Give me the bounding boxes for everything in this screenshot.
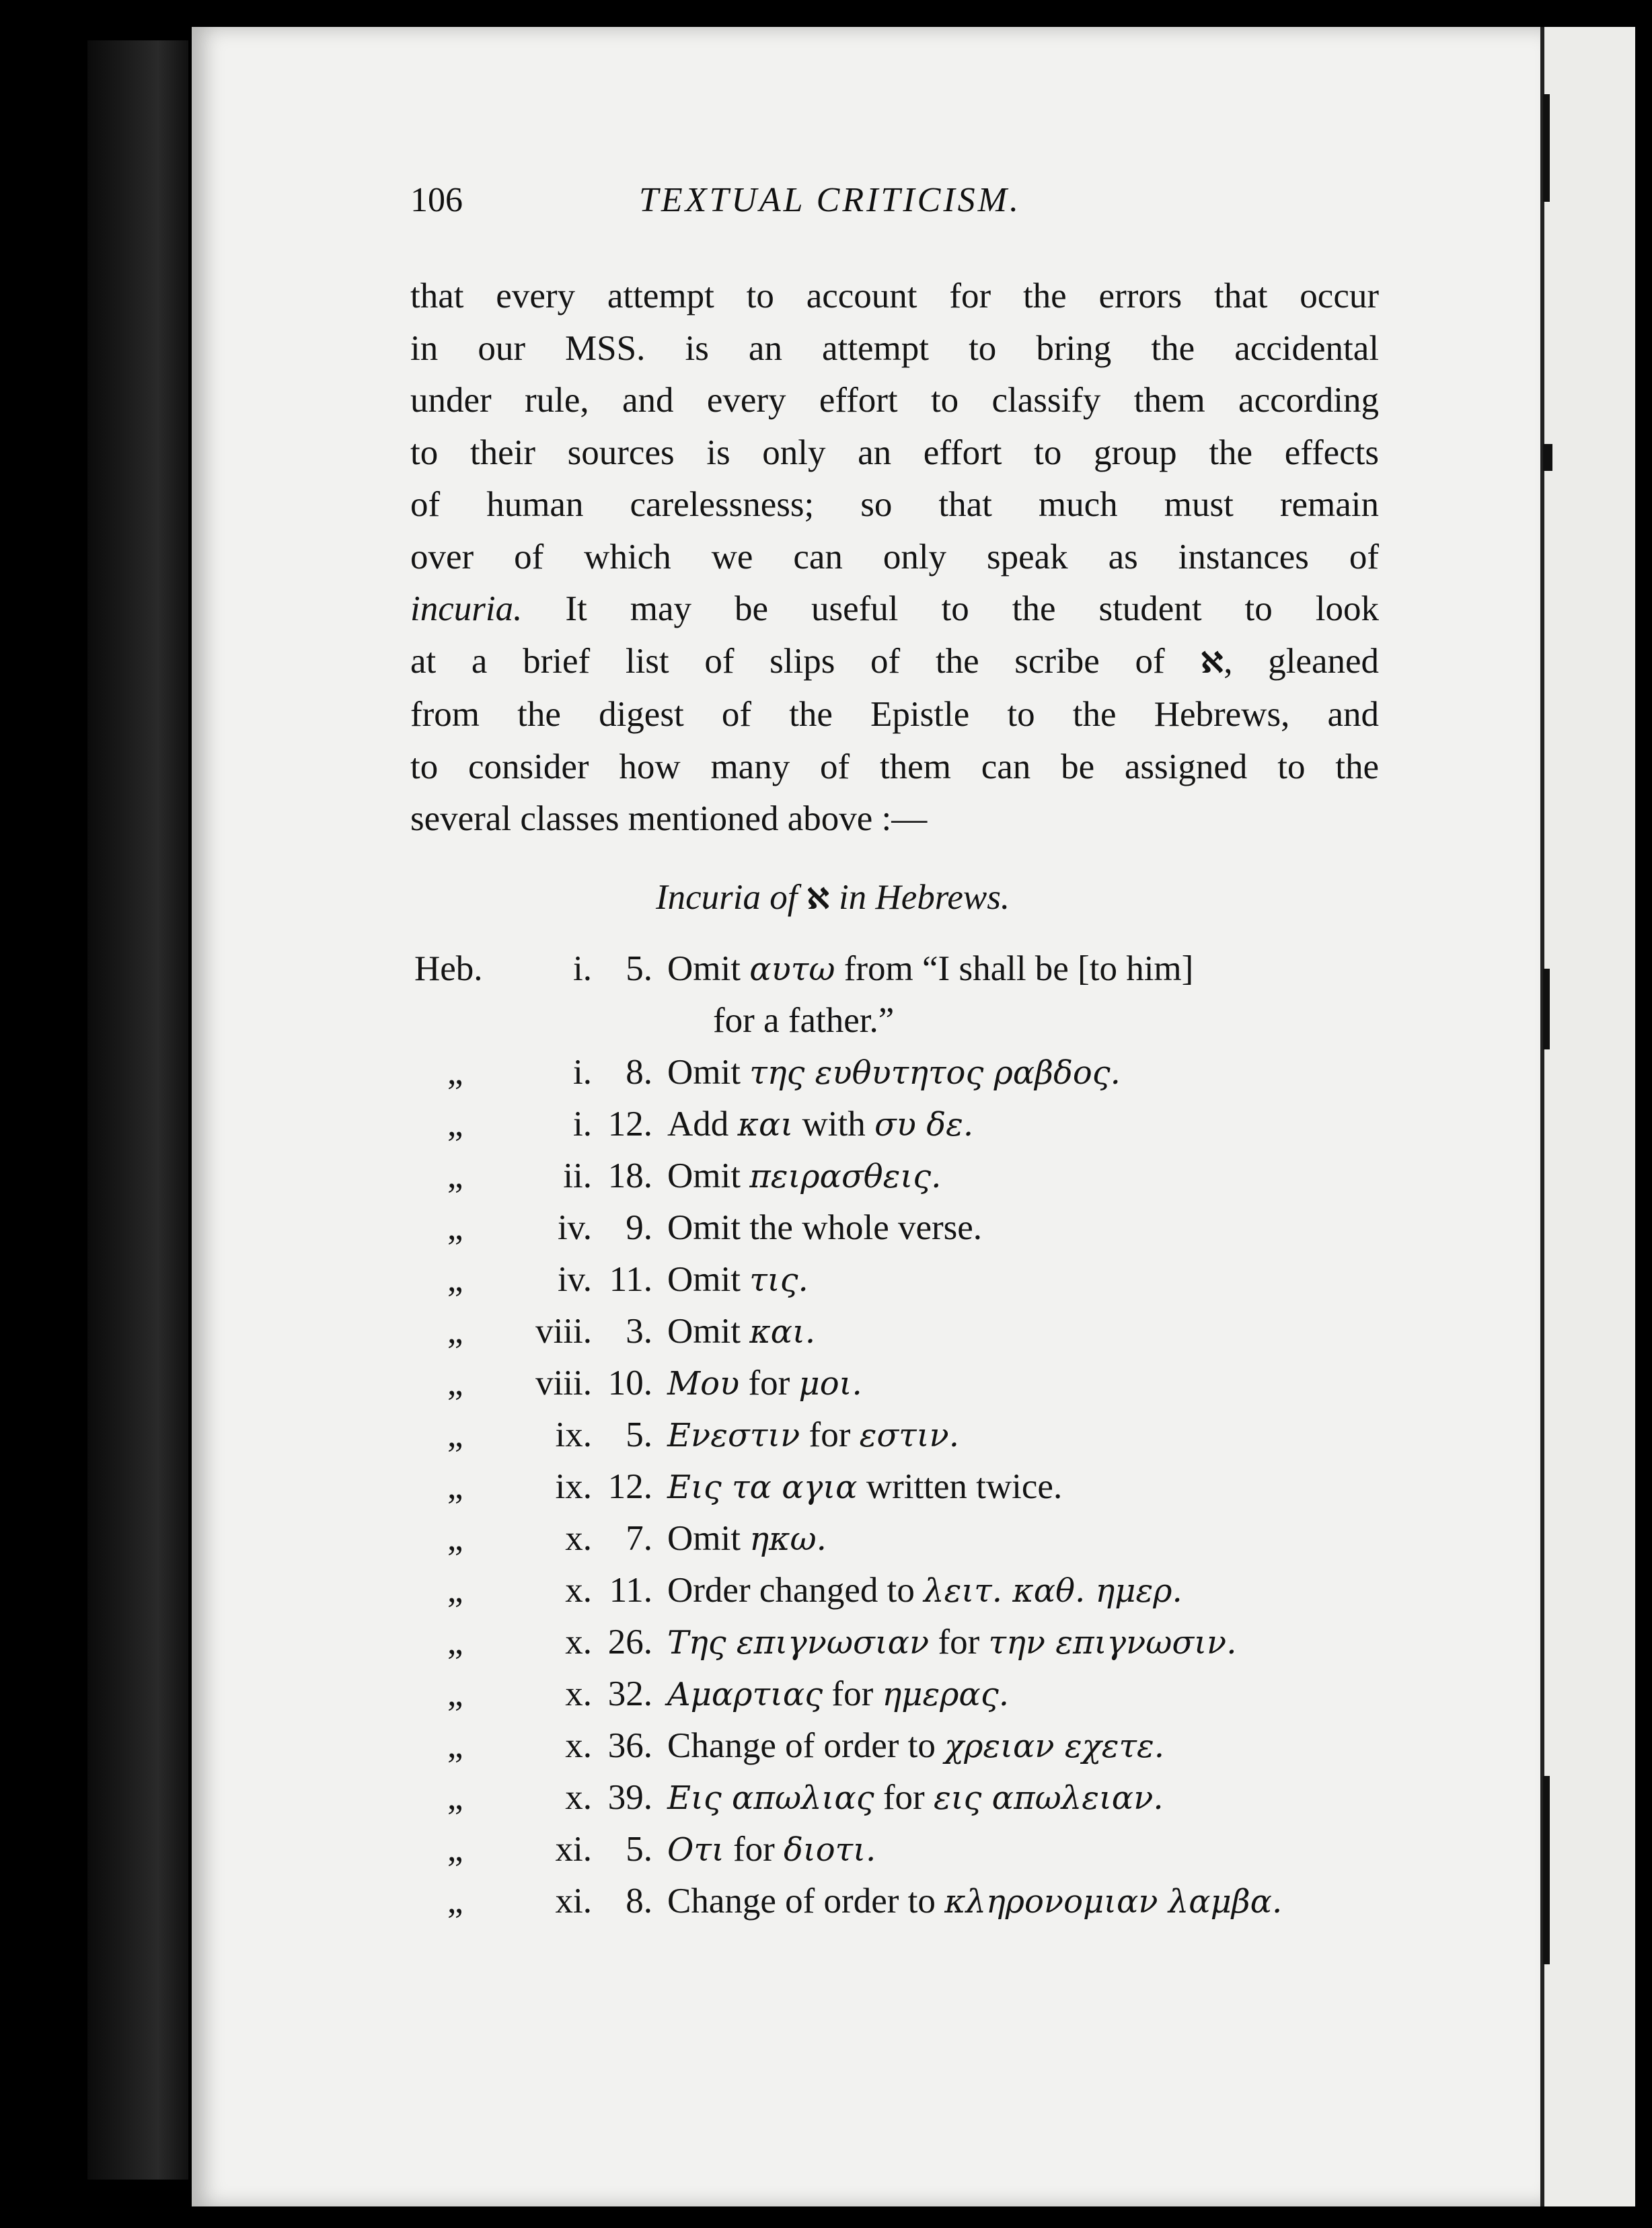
note-text: for <box>739 1364 799 1403</box>
greek-text: Ενεστιν <box>667 1417 800 1454</box>
greek-text: μοι. <box>798 1365 862 1403</box>
verse-number: 9. <box>626 1208 652 1247</box>
list-item <box>410 1415 1392 1466</box>
greek-text: Εις τα αγια <box>667 1469 858 1506</box>
chapter-number: iv. <box>557 1208 592 1247</box>
greek-text: εις απωλειαν. <box>933 1779 1164 1817</box>
ditto-mark: „ <box>447 1726 463 1765</box>
note-text: for a father.” <box>713 1001 895 1040</box>
note-text: Change of order to <box>667 1882 945 1921</box>
heading-text: in Hebrews. <box>829 878 1010 917</box>
note-text: Add <box>667 1105 738 1144</box>
list-item <box>410 949 1392 1000</box>
verse-number: 7. <box>626 1519 652 1558</box>
verse-number: 8. <box>626 1882 652 1921</box>
heading-text: Incuria of <box>656 878 806 917</box>
body-line: over of which we can only speak as instances of <box>410 537 1379 577</box>
body-line-rest: , gleaned <box>1224 641 1380 681</box>
next-page-edge <box>1540 27 1635 2206</box>
greek-text: και <box>737 1106 794 1144</box>
list-item <box>410 1104 1392 1156</box>
list-item <box>410 1622 1392 1674</box>
greek-text: τις. <box>749 1261 809 1299</box>
ditto-mark: „ <box>447 1778 463 1817</box>
verse-number: 12. <box>607 1105 652 1144</box>
entry-note <box>667 1052 1121 1092</box>
verse-number: 3. <box>626 1312 652 1351</box>
list-item <box>410 1777 1392 1829</box>
greek-text: την επιγνωσιν. <box>988 1624 1237 1662</box>
ditto-mark: „ <box>447 1208 463 1247</box>
running-title: TEXTUAL CRITICISM. <box>639 181 1021 219</box>
verse-number: 39. <box>607 1778 652 1817</box>
verse-number: 26. <box>607 1623 652 1662</box>
ditto-mark: „ <box>447 1364 463 1403</box>
chapter-number: i. <box>573 1105 592 1144</box>
greek-text: αυτω <box>749 951 835 988</box>
body-line <box>410 636 1379 690</box>
note-text: Omit <box>667 949 750 988</box>
verse-number: 12. <box>607 1467 652 1506</box>
ditto-mark: „ <box>447 1571 463 1610</box>
greek-text: κληρονομιαν λαμβα. <box>944 1883 1283 1921</box>
greek-text: Οτι <box>667 1831 724 1869</box>
entry-note <box>667 1363 862 1403</box>
entry-note <box>667 1725 1164 1766</box>
entry-note <box>667 1104 973 1144</box>
page-number: 106 <box>410 181 463 219</box>
entry-note <box>667 1518 827 1559</box>
body-line: to consider how many of them can be assigned to the <box>410 747 1379 786</box>
aleph-symbol: ℵ <box>1200 645 1224 680</box>
greek-text: Μου <box>667 1365 740 1403</box>
chapter-number: viii. <box>535 1364 592 1403</box>
ditto-mark: „ <box>447 1312 463 1351</box>
ditto-mark: „ <box>447 1467 463 1506</box>
ditto-mark: „ <box>447 1260 463 1299</box>
greek-text: διοτι. <box>784 1831 876 1869</box>
chapter-number: x. <box>565 1726 592 1765</box>
list-item <box>410 1259 1392 1311</box>
entry-note <box>667 1208 982 1248</box>
ditto-mark: „ <box>447 1623 463 1662</box>
entry-note <box>667 1466 1062 1507</box>
list-item <box>410 1881 1392 1933</box>
note-text: for <box>929 1623 989 1662</box>
greek-text: χρειαν εχετε. <box>944 1728 1165 1765</box>
chapter-number: iv. <box>557 1260 592 1299</box>
body-line: that every attempt to account for the errors that occur <box>410 276 1379 315</box>
chapter-number: x. <box>565 1623 592 1662</box>
note-text: written twice. <box>857 1467 1063 1506</box>
chapter-number: i. <box>573 949 592 988</box>
note-text: Order changed to <box>667 1571 924 1610</box>
body-line: under rule, and every effort to classify them according <box>410 381 1379 420</box>
list-item <box>410 1518 1392 1570</box>
list-item <box>410 1052 1392 1104</box>
note-text: for <box>823 1674 883 1713</box>
entry-note <box>667 1829 876 1869</box>
book-abbrev: Heb. <box>414 949 483 988</box>
verse-number: 5. <box>626 1830 652 1869</box>
ditto-mark: „ <box>447 1519 463 1558</box>
entry-note <box>667 1156 941 1196</box>
note-text: from “I shall be [to him] <box>835 949 1194 988</box>
verse-number: 10. <box>607 1364 652 1403</box>
verse-number: 11. <box>609 1571 652 1610</box>
note-text: Omit <box>667 1156 750 1195</box>
entry-note <box>667 1881 1282 1921</box>
chapter-number: ix. <box>555 1467 592 1506</box>
greek-text: Εις απωλιας <box>667 1779 874 1817</box>
verse-number: 36. <box>607 1726 652 1765</box>
verse-number: 5. <box>626 1415 652 1454</box>
list-item <box>410 1208 1392 1259</box>
verse-number: 32. <box>607 1674 652 1713</box>
chapter-number: x. <box>565 1571 592 1610</box>
list-item <box>410 1829 1392 1881</box>
verse-number: 18. <box>607 1156 652 1195</box>
chapter-number: x. <box>565 1519 592 1558</box>
note-text: Omit <box>667 1312 750 1351</box>
chapter-number: x. <box>565 1778 592 1817</box>
chapter-number: xi. <box>555 1830 592 1869</box>
note-text: for <box>874 1778 934 1817</box>
list-item <box>410 1570 1392 1622</box>
greek-text: εστιν. <box>859 1417 959 1454</box>
entry-note <box>667 1622 1236 1662</box>
note-text: with <box>793 1105 874 1144</box>
aleph-symbol: ℵ <box>806 882 830 916</box>
entry-note <box>667 1415 959 1455</box>
note-text: Change of order to <box>667 1726 945 1765</box>
ditto-mark: „ <box>447 1674 463 1713</box>
greek-text: λειτ. καθ. ημερ. <box>924 1572 1182 1610</box>
greek-text: Της επιγνωσιαν <box>667 1624 930 1662</box>
section-heading <box>656 877 1010 918</box>
verse-number: 11. <box>609 1260 652 1299</box>
ditto-mark: „ <box>447 1882 463 1921</box>
incuria-word: incuria. <box>410 589 523 628</box>
note-text: Omit the whole verse. <box>667 1208 983 1247</box>
entry-note <box>667 1311 815 1351</box>
chapter-number: i. <box>573 1053 592 1092</box>
body-line: to their sources is only an effort to group the effects <box>410 433 1379 472</box>
incuria-list <box>410 949 1392 1933</box>
chapter-number: viii. <box>535 1312 592 1351</box>
verse-number: 5. <box>626 949 652 988</box>
entry-note <box>667 1259 809 1300</box>
book-spine <box>87 40 188 2180</box>
entry-note <box>713 1000 894 1041</box>
entry-note <box>667 1674 1009 1714</box>
chapter-number: xi. <box>555 1882 592 1921</box>
greek-text: και. <box>749 1313 816 1351</box>
note-text: Omit <box>667 1260 750 1299</box>
ditto-mark: „ <box>447 1830 463 1869</box>
greek-text: της ευθυτητος ραβδος. <box>749 1054 1121 1092</box>
body-line: several classes mentioned above :— <box>410 799 928 838</box>
greek-text: ηκω. <box>749 1520 827 1558</box>
body-line-text: at a brief list of slips of the scribe of <box>410 641 1165 681</box>
note-text: Omit <box>667 1053 750 1092</box>
list-item <box>410 1311 1392 1363</box>
body-paragraph <box>410 270 1379 846</box>
entry-note <box>667 949 1193 989</box>
list-item <box>410 1156 1392 1208</box>
note-text: for <box>800 1415 860 1454</box>
list-item <box>410 1000 1392 1052</box>
verse-number: 8. <box>626 1053 652 1092</box>
chapter-number: x. <box>565 1674 592 1713</box>
greek-text: πειρασθεις. <box>749 1158 942 1195</box>
chapter-number: ix. <box>555 1415 592 1454</box>
body-line <box>410 583 1379 636</box>
body-line: in our MSS. is an attempt to bring the accidental <box>410 328 1379 368</box>
greek-text: Αμαρτιας <box>667 1676 823 1713</box>
ditto-mark: „ <box>447 1053 463 1092</box>
chapter-number: ii. <box>563 1156 592 1195</box>
body-line: from the digest of the Epistle to the Hebrews, and <box>410 695 1379 734</box>
list-item <box>410 1725 1392 1777</box>
entry-note <box>667 1777 1164 1818</box>
greek-text: ημερας. <box>882 1676 1009 1713</box>
body-line-rest: It may be useful to the student to look <box>522 589 1379 628</box>
list-item <box>410 1363 1392 1415</box>
ditto-mark: „ <box>447 1415 463 1454</box>
entry-note <box>667 1570 1182 1610</box>
greek-text: συ δε. <box>874 1106 974 1144</box>
note-text: for <box>724 1830 784 1869</box>
body-line: of human carelessness; so that much must remain <box>410 485 1379 524</box>
note-text: Omit <box>667 1519 750 1558</box>
page-header <box>410 180 1157 227</box>
list-item <box>410 1674 1392 1725</box>
ditto-mark: „ <box>447 1105 463 1144</box>
list-item <box>410 1466 1392 1518</box>
ditto-mark: „ <box>447 1156 463 1195</box>
